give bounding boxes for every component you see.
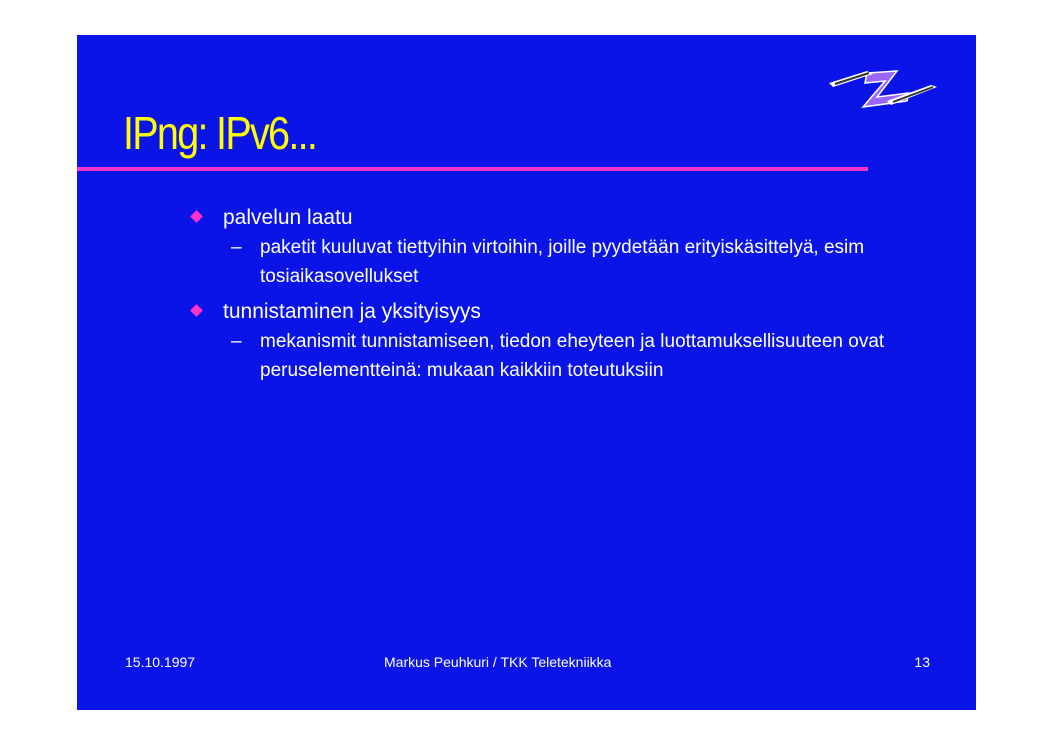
tkk-lightning-logo-icon — [827, 63, 939, 111]
footer-author: Markus Peuhkuri / TKK Teletekniikka — [384, 654, 612, 670]
dash-bullet-icon: – — [231, 237, 242, 258]
sub-bullet-text: mekanismit tunnistamiseen, tiedon eheyteen ja luottamuksellisuuteen ovat peruselementteinä: mukaan kaikkiin toteutuksiin — [260, 331, 885, 381]
bullet-text: palvelun laatu — [223, 206, 353, 229]
diamond-bullet-icon — [190, 304, 203, 317]
sub-bullet-item — [231, 327, 927, 385]
title-divider — [77, 167, 868, 171]
sub-bullet-item — [231, 233, 927, 291]
bullet-item — [187, 203, 927, 233]
slide — [77, 35, 976, 710]
sub-bullet-text: paketit kuuluvat tiettyihin virtoihin, joille pyydetään erityiskäsittelyä, esim tosiaikasovellukset — [260, 237, 865, 287]
slide-title: IPng: IPv6... — [123, 107, 317, 159]
footer-date: 15.10.1997 — [125, 654, 196, 670]
footer-page-number: 13 — [914, 654, 930, 670]
dash-bullet-icon: – — [231, 331, 242, 352]
bullet-item — [187, 297, 927, 327]
bullet-text: tunnistaminen ja yksityisyys — [223, 300, 481, 323]
diamond-bullet-icon — [190, 210, 203, 223]
slide-content — [187, 203, 927, 391]
